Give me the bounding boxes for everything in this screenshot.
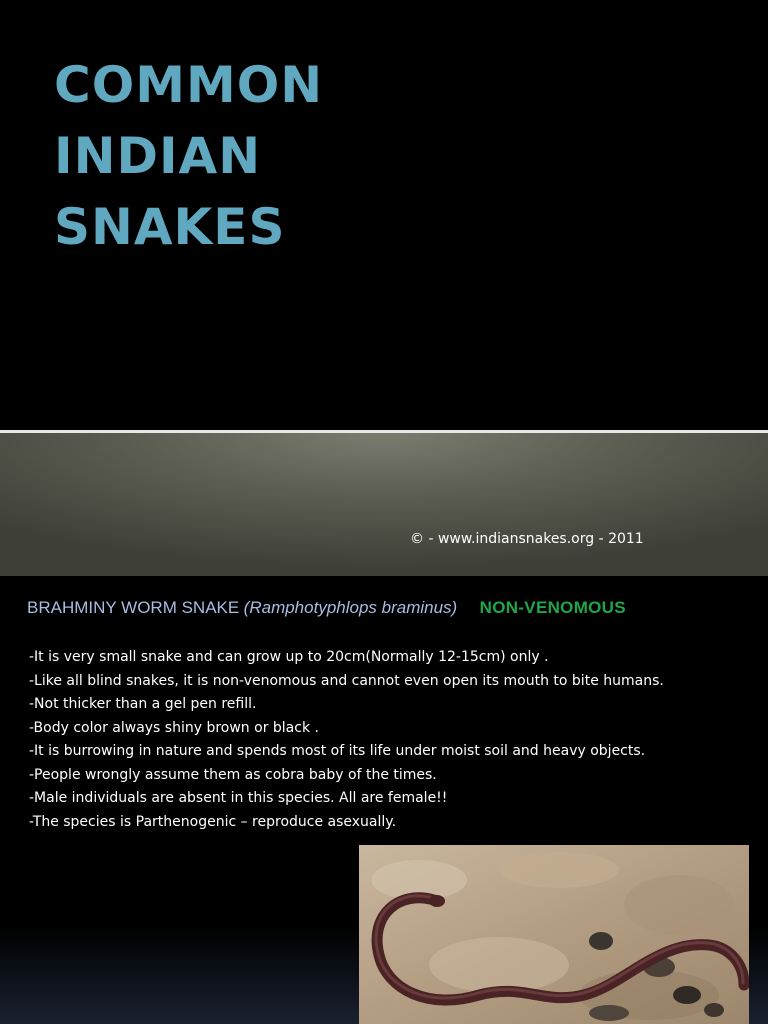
facts-list bbox=[29, 646, 664, 834]
common-name: BRAHMINY WORM SNAKE bbox=[27, 598, 240, 617]
title-slide bbox=[0, 0, 768, 430]
venom-status-badge: NON-VENOMOUS bbox=[479, 598, 626, 617]
list-item: -It is burrowing in nature and spends most of its life under moist soil and heavy objects. bbox=[29, 743, 646, 759]
title-line-2: INDIAN bbox=[54, 127, 262, 185]
species-heading bbox=[27, 598, 626, 618]
slide-title bbox=[54, 50, 323, 263]
content-slide bbox=[0, 576, 768, 1024]
title-line-1: COMMON bbox=[54, 56, 324, 114]
list-item: -Body color always shiny brown or black . bbox=[29, 719, 319, 736]
scientific-name: (Ramphotyphlops braminus) bbox=[243, 598, 458, 617]
list-item: -Not thicker than a gel pen refill. bbox=[29, 696, 257, 712]
list-item: -Male individuals are absent in this species. All are female!! bbox=[29, 790, 448, 806]
copyright-notice: © - www.indiansnakes.org - 2011 bbox=[410, 531, 644, 547]
list-item: -The species is Parthenogenic – reproduce asexually. bbox=[29, 813, 397, 830]
list-item: -Like all blind snakes, it is non-venomous and cannot even open its mouth to bite humans. bbox=[29, 672, 664, 689]
title-footer-band bbox=[0, 433, 768, 576]
snake-photo bbox=[359, 845, 749, 1024]
title-line-3: SNAKES bbox=[54, 198, 286, 256]
list-item: -It is very small snake and can grow up to 20cm(Normally 12-15cm) only . bbox=[29, 649, 549, 665]
list-item: -People wrongly assume them as cobra baby of the times. bbox=[29, 766, 437, 783]
